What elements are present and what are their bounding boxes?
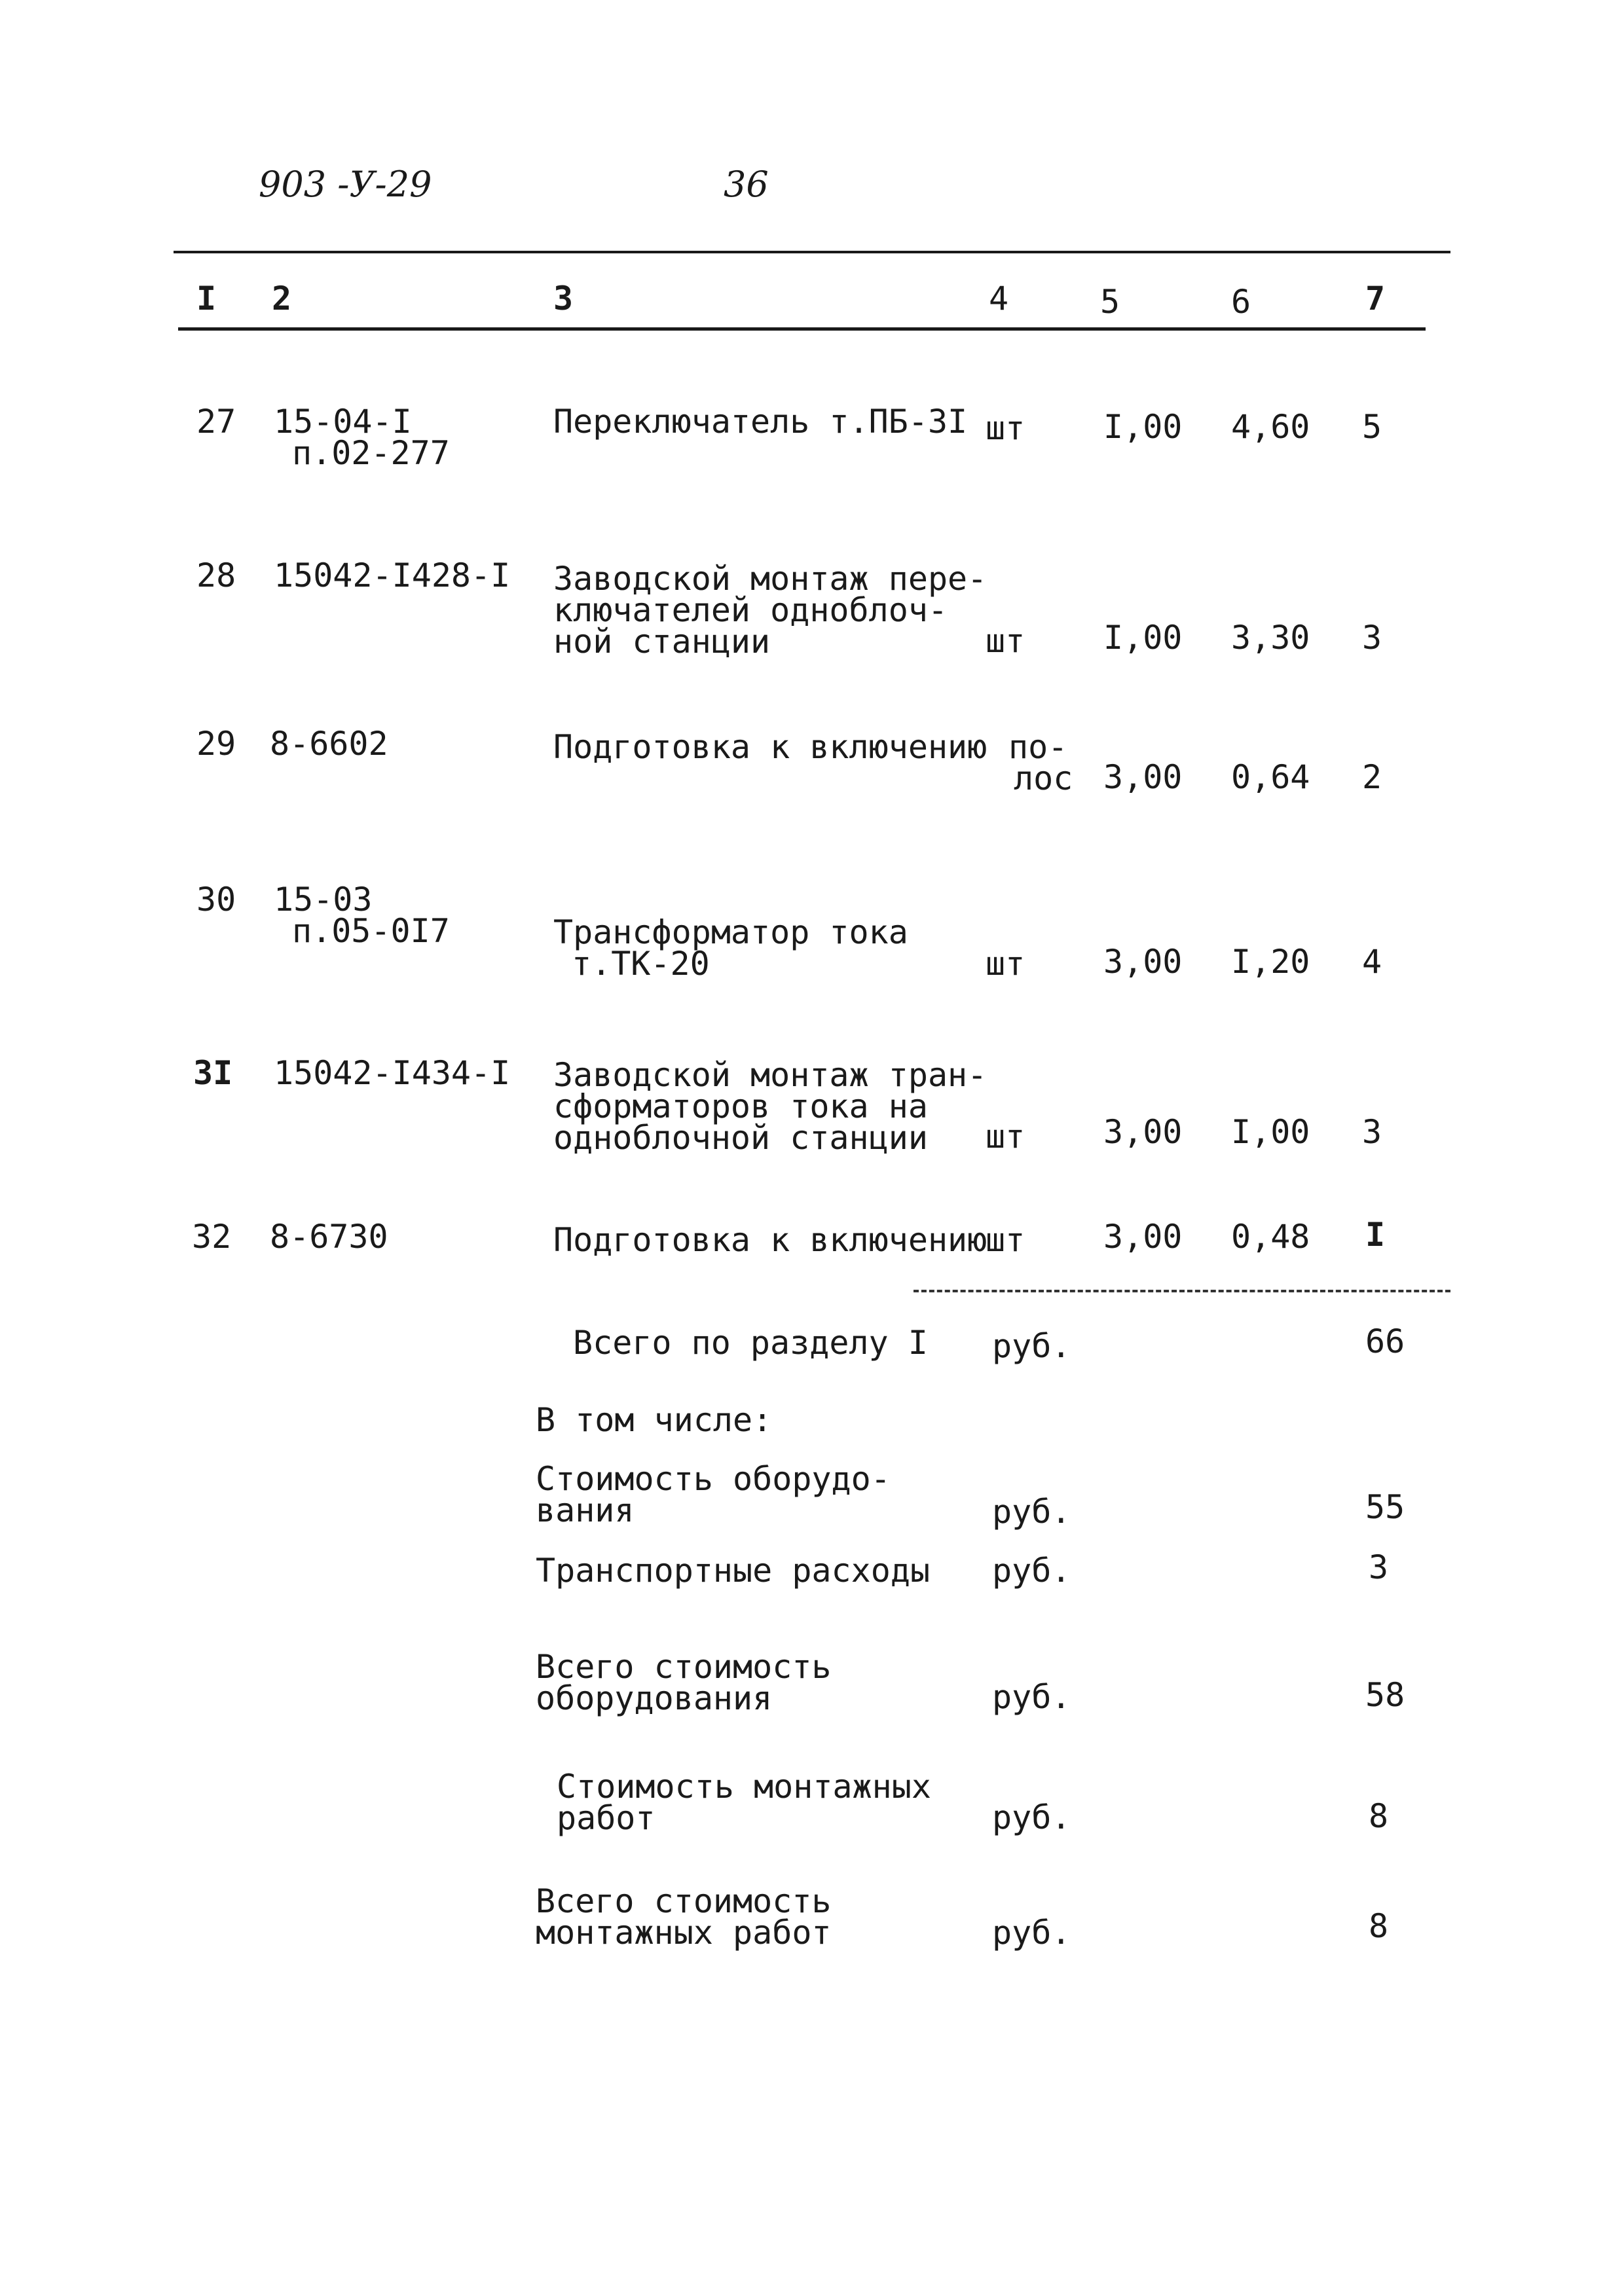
including-label: В том числе:: [536, 1401, 773, 1439]
row-name: Подготовка к включению: [553, 728, 987, 766]
row-quantity: 3,00: [1103, 758, 1183, 796]
row-number: 32: [192, 1218, 232, 1256]
row-number: 29: [196, 725, 236, 763]
row-total: 3: [1362, 1113, 1382, 1151]
row-price: I,00: [1231, 1113, 1310, 1151]
row-name: Переключатель т.ПБ-3I: [553, 403, 968, 441]
row-code: 15042-I428-I: [274, 556, 511, 594]
summary-item-label: Всего стоимость оборудования: [536, 1648, 832, 1717]
row-name: Подготовка к включению: [553, 1221, 987, 1259]
row-unit: шт: [986, 622, 1025, 660]
row-price: 0,64: [1231, 758, 1310, 796]
row-price: 3,30: [1231, 619, 1310, 657]
row-code: 8-6730: [270, 1218, 388, 1256]
column-header-2: 2: [272, 280, 292, 318]
row-total: 2: [1362, 758, 1382, 796]
summary-item-label: Стоимость монтажных работ: [557, 1768, 931, 1837]
row-quantity: 3,00: [1103, 1113, 1183, 1151]
top-rule: [174, 251, 1450, 253]
row-quantity: 3,00: [1103, 943, 1183, 981]
summary-item-unit: руб.: [992, 1914, 1071, 1952]
row-price: 4,60: [1231, 408, 1310, 446]
column-header-1: I: [196, 280, 217, 318]
column-header-5: 5: [1100, 283, 1120, 321]
row-name: Заводской монтаж тран- сформаторов тока на одноблочной станции: [553, 1056, 987, 1157]
column-header-3: 3: [553, 280, 574, 318]
row-number: 28: [196, 556, 236, 594]
row-total: 3: [1362, 619, 1382, 657]
row-price: I,20: [1231, 943, 1310, 981]
row-number: 3I: [193, 1054, 233, 1092]
row-unit: шт: [986, 1118, 1025, 1156]
row-number: 30: [196, 881, 236, 919]
row-quantity: 3,00: [1103, 1218, 1183, 1256]
summary-item-value: 55: [1365, 1488, 1405, 1526]
row-total: 5: [1362, 408, 1382, 446]
row-quantity: I,00: [1103, 408, 1183, 446]
row-name: Трансформатор тока т.ТК-20: [553, 913, 908, 983]
summary-item-value: 3: [1369, 1548, 1389, 1586]
summary-item-value: 58: [1365, 1676, 1405, 1714]
row-unit: шт: [986, 409, 1025, 447]
row-price: 0,48: [1231, 1218, 1310, 1256]
totals-separator: [913, 1290, 1450, 1292]
total-section-label: Всего по разделу I: [573, 1324, 928, 1362]
column-header-7: 7: [1365, 280, 1386, 318]
document-code: 903 -У-29: [259, 164, 432, 205]
summary-item-value: 8: [1369, 1907, 1389, 1945]
header-rule: [178, 327, 1426, 331]
summary-item-unit: руб.: [992, 1678, 1071, 1716]
summary-item-unit: руб.: [992, 1493, 1071, 1531]
summary-item-label: Стоимость оборудо- вания: [536, 1460, 891, 1529]
page-number: 36: [724, 164, 769, 205]
row-unit: шт: [986, 1221, 1025, 1259]
total-section-value: 66: [1365, 1322, 1405, 1360]
summary-item-label: Всего стоимость монтажных работ: [536, 1882, 832, 1952]
row-total: I: [1365, 1216, 1386, 1254]
row-quantity: I,00: [1103, 619, 1183, 657]
row-code: 15-04-I п.02-277: [274, 403, 450, 472]
row-code: 15-03 п.05-0I7: [274, 881, 450, 950]
row-code: 15042-I434-I: [274, 1054, 511, 1092]
row-code: 8-6602: [270, 725, 388, 763]
row-number: 27: [196, 403, 236, 441]
row-name: Заводской монтаж пере- ключателей одноблоч- ной станции: [553, 560, 987, 661]
summary-item-unit: руб.: [992, 1798, 1071, 1836]
row-total: 4: [1362, 943, 1382, 981]
summary-item-label: Транспортные расходы: [536, 1552, 931, 1590]
column-header-4: 4: [989, 280, 1009, 318]
row-unit: шт: [986, 945, 1025, 983]
total-section-unit: руб.: [992, 1327, 1071, 1365]
row-unit: по- лос: [1008, 728, 1073, 797]
summary-item-unit: руб.: [992, 1552, 1071, 1590]
summary-item-value: 8: [1369, 1797, 1389, 1835]
column-header-6: 6: [1231, 283, 1251, 321]
